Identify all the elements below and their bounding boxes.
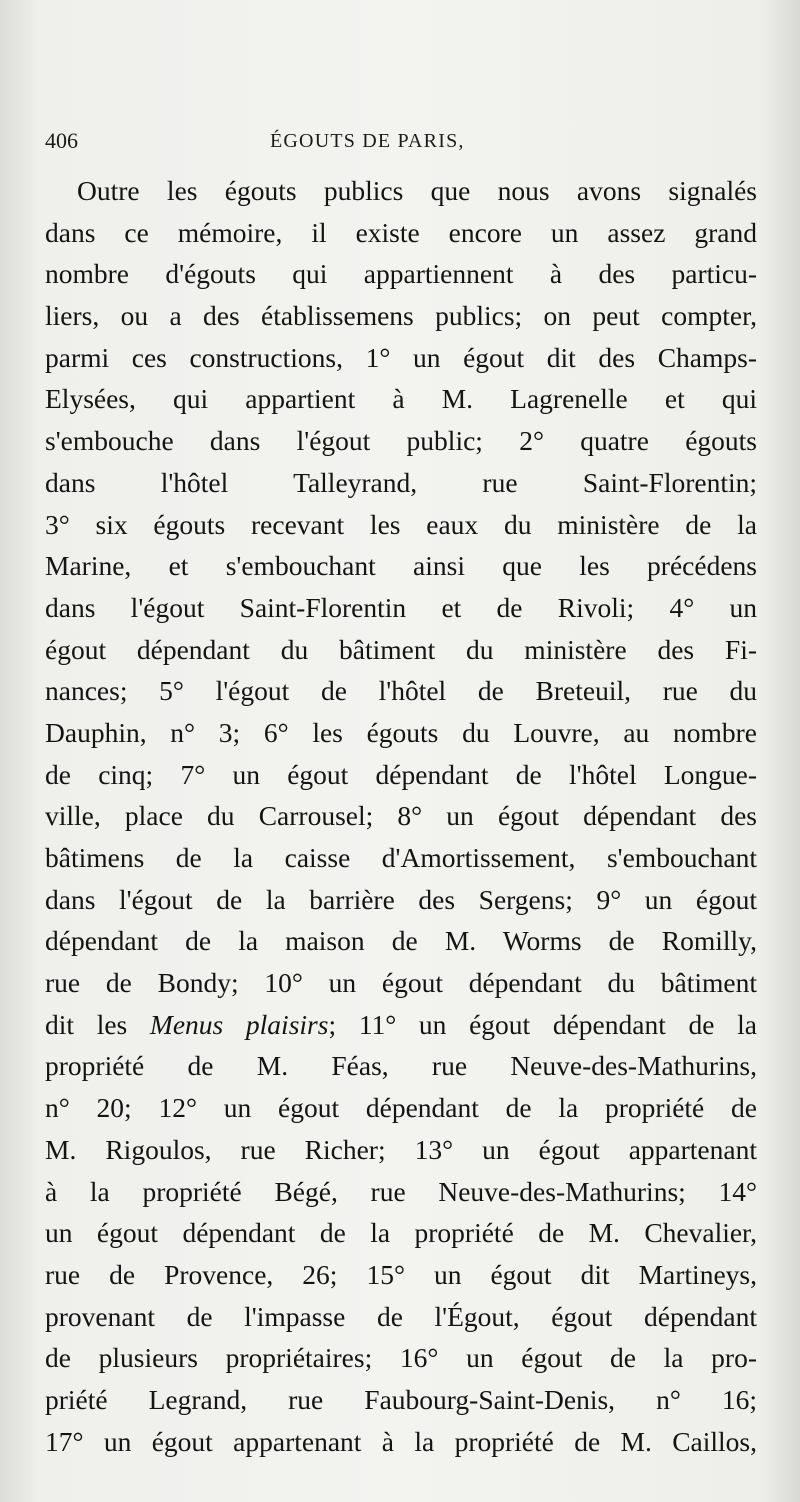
text-line: dans l'égout de la barrière des Sergens; 9° un égout: [45, 883, 757, 915]
text-line: ville, place du Carrousel; 8° un égout dépendant des: [45, 800, 757, 832]
text-line: rue de Provence, 26; 15° un égout dit Martineys,: [45, 1258, 757, 1290]
text-line: s'embouche dans l'égout public; 2° quatre égouts: [45, 425, 757, 457]
text-segment: ; 11° un égout dépendant de la: [328, 1008, 757, 1040]
text-line: 17° un égout appartenant à la propriété de M. Caillos,: [45, 1425, 757, 1457]
body-text: [45, 170, 757, 1462]
text-line: égout dépendant du bâtiment du ministère des Fi-: [45, 633, 757, 665]
running-title: ÉGOUTS DE PARIS,: [270, 130, 465, 152]
text-line: bâtimens de la caisse d'Amortissement, s'embouchant: [45, 842, 757, 873]
text-line: Marine, et s'embouchant ainsi que les précédens: [45, 550, 757, 582]
text-line: dans ce mémoire, il existe encore un assez grand: [45, 216, 757, 248]
text-line: parmi ces constructions, 1° un égout dit des Champs-: [45, 341, 757, 373]
italic-title-menus-plaisirs: Menus plaisirs: [149, 1008, 329, 1040]
text-line: à la propriété Bégé, rue Neuve-des-Mathurins; 14°: [45, 1175, 757, 1207]
text-line: dans l'hôtel Talleyrand, rue Saint-Florentin;: [45, 466, 757, 498]
text-line: Dauphin, n° 3; 6° les égouts du Louvre, au nombre: [45, 716, 757, 748]
text-segment: dit les: [45, 1008, 150, 1040]
text-line: nombre d'égouts qui appartiennent à des particu-: [45, 258, 757, 290]
text-line: priété Legrand, rue Faubourg-Saint-Denis, n° 16;: [45, 1383, 757, 1415]
text-line: M. Rigoulos, rue Richer; 13° un égout appartenant: [45, 1133, 757, 1165]
text-line: provenant de l'impasse de l'Égout, égout dépendant: [45, 1300, 757, 1332]
page-header: [45, 128, 755, 162]
text-line: Outre les égouts publics que nous avons signalés: [77, 175, 757, 206]
text-line: 3° six égouts recevant les eaux du ministère de la: [45, 508, 757, 540]
text-line: dans l'égout Saint-Florentin et de Rivoli; 4° un: [45, 591, 757, 623]
text-line: nances; 5° l'égout de l'hôtel de Breteuil, rue du: [45, 675, 757, 707]
text-line: de cinq; 7° un égout dépendant de l'hôtel Longue-: [45, 758, 757, 790]
text-line: rue de Bondy; 10° un égout dépendant du bâtiment: [45, 967, 757, 999]
text-line: liers, ou a des établissemens publics; on peut compter,: [45, 300, 757, 332]
text-line: propriété de M. Féas, rue Neuve-des-Mathurins,: [45, 1050, 757, 1082]
text-line: n° 20; 12° un égout dépendant de la propriété de: [45, 1092, 757, 1124]
text-line-with-italic: [45, 1004, 757, 1046]
page-number: 406: [45, 128, 78, 153]
text-line: de plusieurs propriétaires; 16° un égout de la pro-: [45, 1342, 757, 1374]
text-line: dépendant de la maison de M. Worms de Romilly,: [45, 925, 757, 957]
text-line: Elysées, qui appartient à M. Lagrenelle et qui: [45, 383, 757, 415]
text-line: un égout dépendant de la propriété de M. Chevalier,: [45, 1217, 757, 1249]
